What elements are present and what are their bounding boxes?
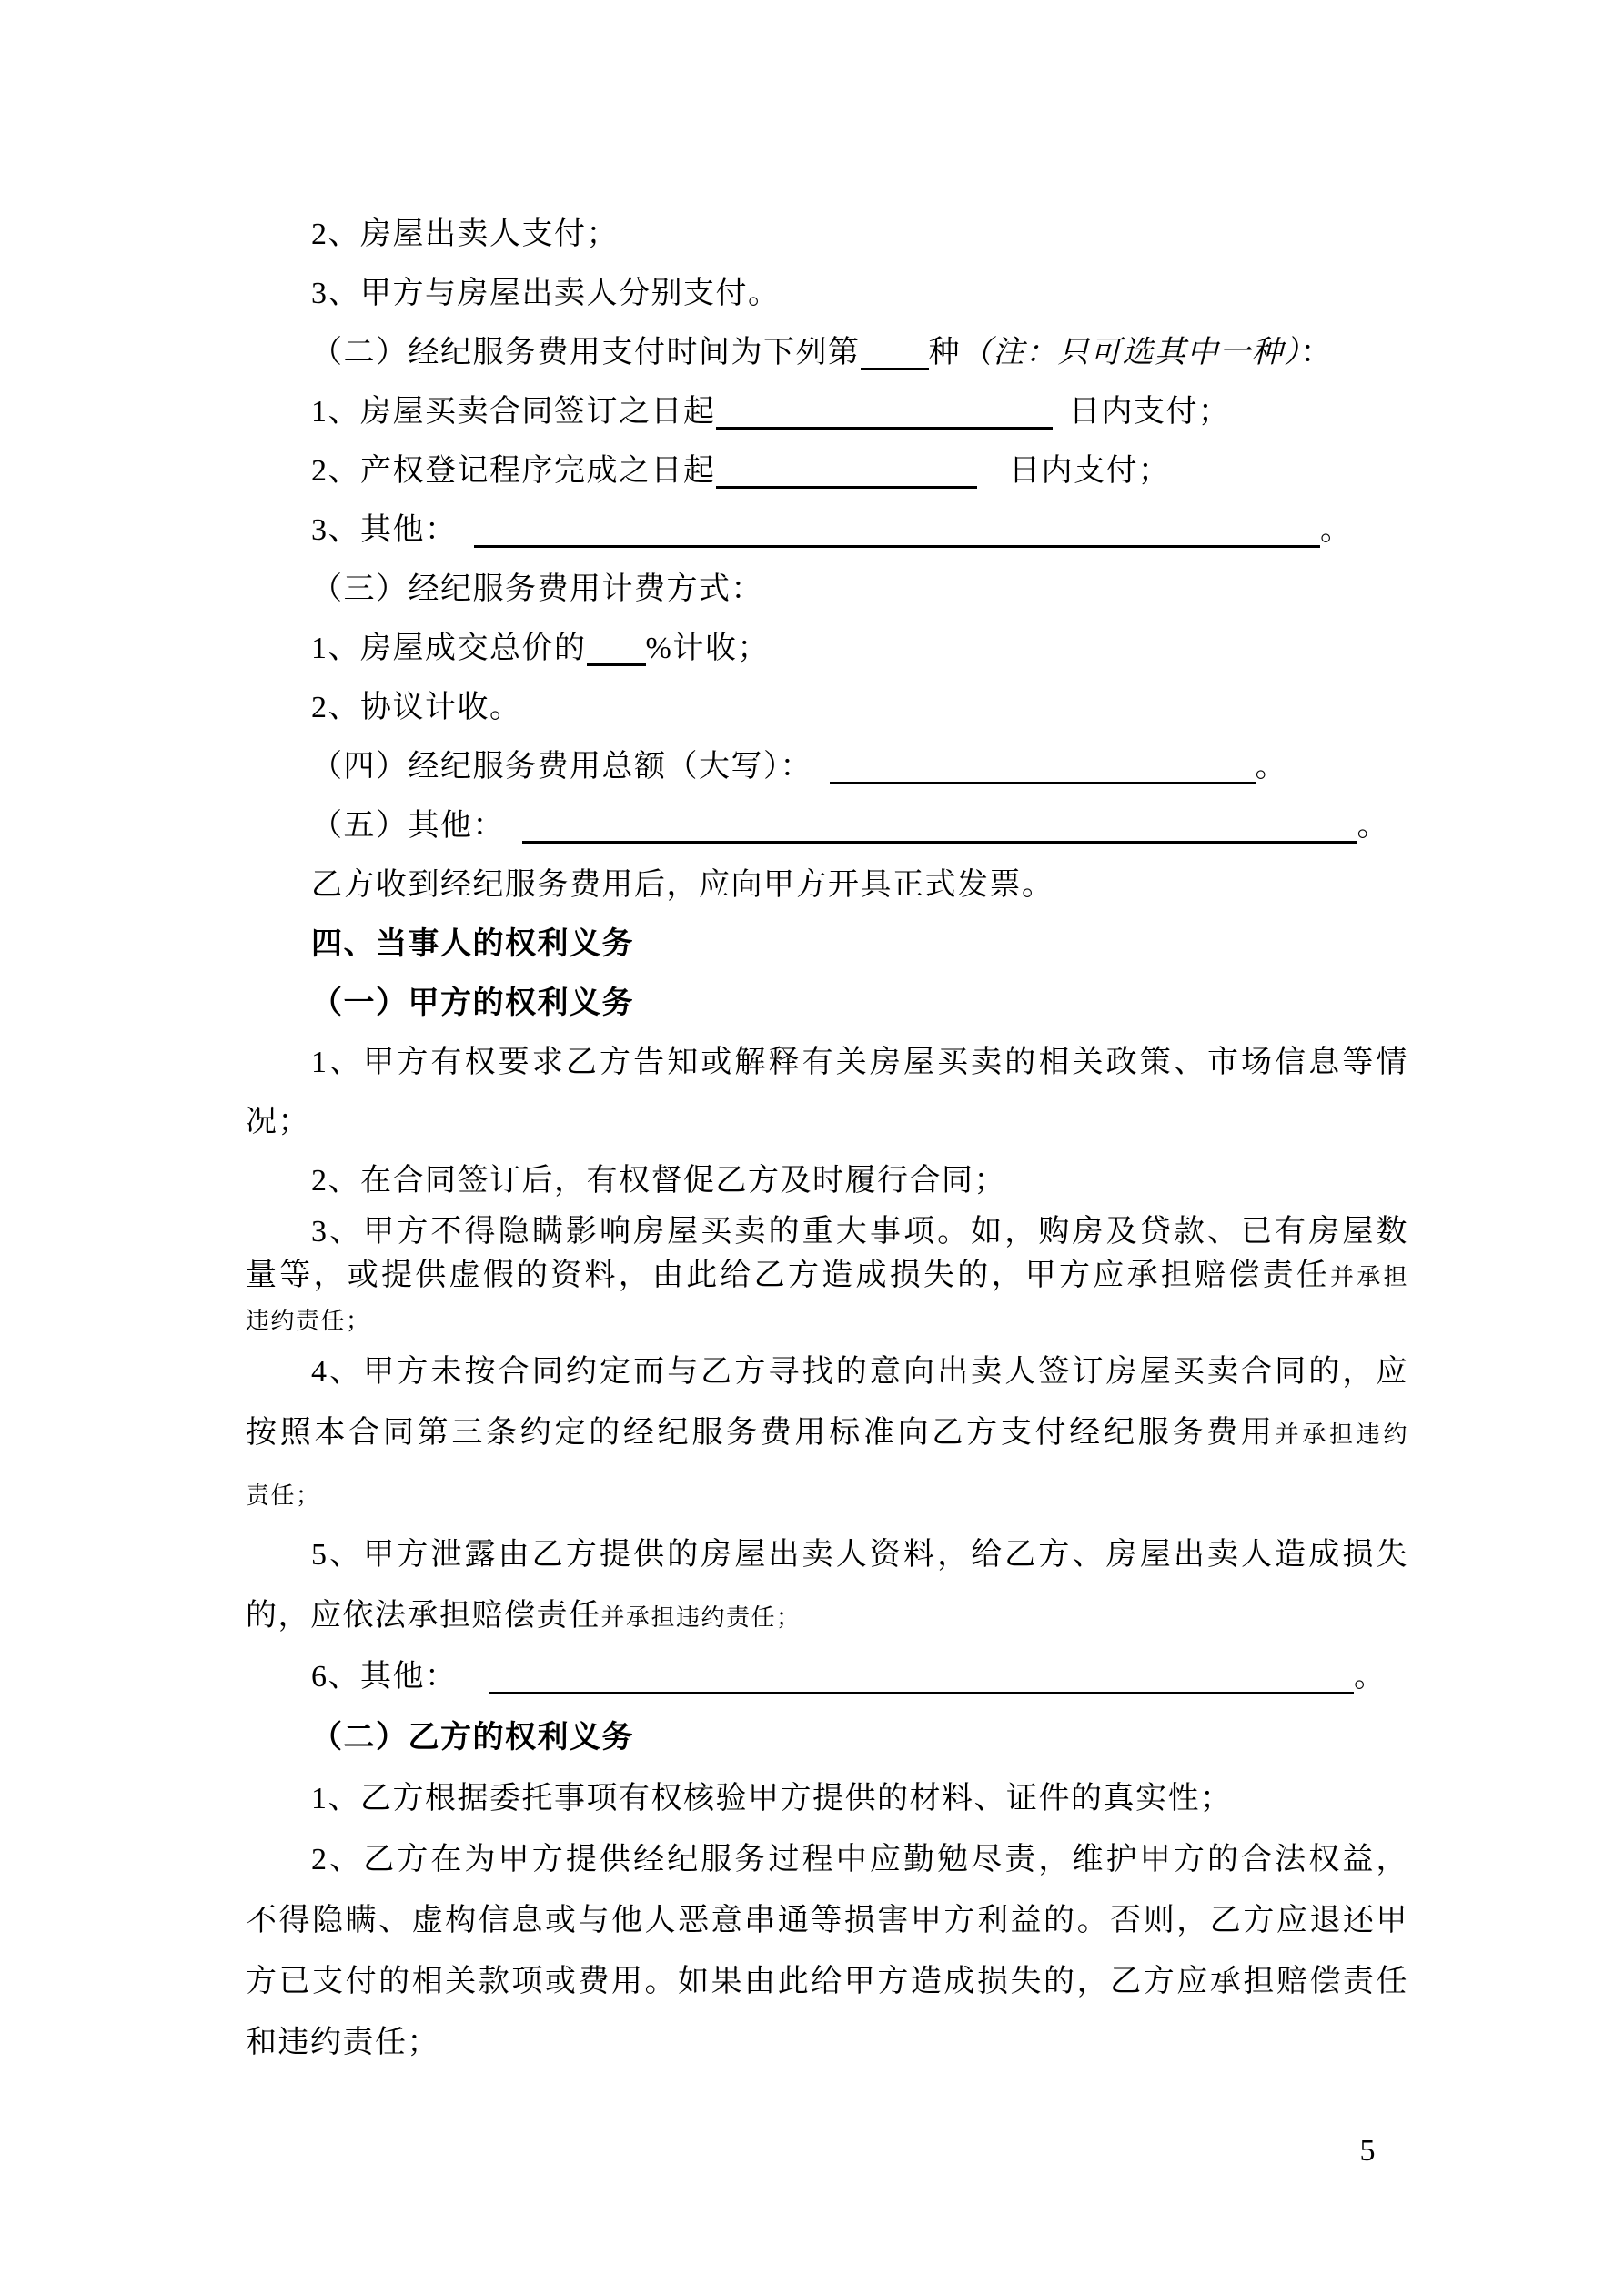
list-item (246, 1646, 1408, 1707)
text-run: 日内支付； (1052, 395, 1231, 429)
clause-heading (246, 796, 1408, 855)
text-run: 2、在合同签订后，有权督促乙方及时履行合同； (311, 1164, 1006, 1198)
text-run: 6、其他： (311, 1660, 489, 1694)
paragraph-continuation (246, 1298, 1408, 1341)
text-run: 5、甲方泄露由乙方提供的房屋出卖人资料，给乙方、房屋出卖人造成损失 (311, 1538, 1408, 1572)
paragraph-continuation (246, 2012, 1408, 2073)
text-run: （一）甲方的权利义务 (311, 986, 634, 1020)
paragraph (246, 1768, 1408, 1829)
text-run: 不得隐瞒、虚构信息或与他人恶意串通等损害甲方利益的。否则，乙方应退还甲 (246, 1904, 1408, 1937)
text-run: 的，应依法承担赔偿责任 (246, 1599, 601, 1633)
text-run: 按照本合同第三条约定的经纪服务费用标准向乙方支付经纪服务费用 (246, 1416, 1276, 1450)
paragraph-continuation (246, 1951, 1408, 2012)
text-run: 。 (1357, 809, 1389, 843)
text-run: 2、协议计收。 (311, 691, 522, 724)
text-run: 违约责任； (246, 1308, 371, 1334)
fill-in-blank (489, 1654, 1354, 1694)
paragraph (246, 1829, 1408, 1890)
text-run: 。 (1320, 513, 1353, 547)
text-run: 并承担违约责任； (600, 1604, 802, 1631)
clause-heading (246, 323, 1408, 382)
page-number: 5 (1359, 2134, 1376, 2168)
fill-in-blank (716, 448, 977, 489)
paragraph (246, 1151, 1408, 1210)
paragraph-continuation (246, 1402, 1408, 1463)
text-run: 1、甲方有权要求乙方告知或解释有关房屋买卖的相关政策、市场信息等情 (311, 1046, 1408, 1079)
subsection-heading (246, 974, 1408, 1033)
clause-heading (246, 737, 1408, 796)
text-run: 2、产权登记程序完成之日起 (311, 454, 716, 488)
list-item (246, 382, 1408, 441)
text-run: %计收； (645, 632, 770, 665)
clause-heading (246, 560, 1408, 619)
fill-in-blank (830, 743, 1256, 784)
list-item (246, 678, 1408, 737)
section-heading (246, 915, 1408, 974)
text-run: （四）经纪服务费用总额（大写）： (311, 750, 830, 784)
text-run: 1、房屋成交总价的 (311, 632, 587, 665)
text-run: 种 (928, 336, 961, 369)
text-run: （二）经纪服务费用支付时间为下列第 (311, 336, 861, 369)
fill-in-blank (474, 507, 1320, 548)
paragraph (246, 855, 1408, 915)
paragraph (246, 1033, 1408, 1092)
text-run: 1、乙方根据委托事项有权核验甲方提供的材料、证件的真实性； (311, 1782, 1233, 1816)
text-run: 况； (246, 1105, 310, 1138)
text-run: 3、其他： (311, 513, 474, 547)
text-run: 3、甲方与房屋出卖人分别支付。 (311, 277, 781, 310)
text-run: ： (1300, 336, 1333, 369)
paragraph (246, 1210, 1408, 1254)
list-item (246, 441, 1408, 501)
paragraph (246, 1524, 1408, 1585)
paragraph-continuation (246, 1254, 1408, 1298)
paragraph-continuation (246, 1092, 1408, 1151)
fill-in-blank (861, 329, 929, 370)
text-run: （注：只可选其中一种） (961, 336, 1301, 369)
text-run: （二）乙方的权利义务 (311, 1721, 634, 1755)
text-run: 和违约责任； (246, 2026, 439, 2059)
text-run: 2、乙方在为甲方提供经纪服务过程中应勤勉尽责，维护甲方的合法权益， (311, 1843, 1408, 1876)
fill-in-blank (716, 389, 1053, 430)
list-item (246, 264, 1408, 323)
text-run: 3、甲方不得隐瞒影响房屋买卖的重大事项。如，购房及贷款、已有房屋数 (311, 1215, 1408, 1249)
text-run: 。 (1255, 750, 1287, 784)
text-run: 四、当事人的权利义务 (311, 927, 634, 961)
text-run: 责任； (246, 1482, 321, 1509)
text-run: 。 (1354, 1660, 1387, 1694)
text-run: 并承担违约 (1275, 1421, 1408, 1448)
paragraph-continuation (246, 1890, 1408, 1951)
paragraph (246, 1341, 1408, 1402)
text-run: 方已支付的相关款项或费用。如果由此给甲方造成损失的，乙方应承担赔偿责任 (246, 1965, 1408, 1998)
text-run: 并承担 (1329, 1264, 1408, 1290)
list-item (246, 501, 1408, 560)
fill-in-blank (522, 803, 1357, 844)
text-run: 2、房屋出卖人支付； (311, 217, 619, 251)
text-run: 日内支付； (976, 454, 1171, 488)
text-run: 4、甲方未按合同约定而与乙方寻找的意向出卖人签订房屋买卖合同的，应 (311, 1355, 1408, 1389)
text-run: 量等，或提供虚假的资料，由此给乙方造成损失的，甲方应承担赔偿责任 (246, 1259, 1330, 1292)
subsection-heading (246, 1707, 1408, 1768)
text-run: 乙方收到经纪服务费用后，应向甲方开具正式发票。 (311, 868, 1054, 902)
text-run: （五）其他： (311, 809, 522, 843)
list-item (246, 205, 1408, 264)
text-run: 1、房屋买卖合同签订之日起 (311, 395, 716, 429)
text-run: （三）经纪服务费用计费方式： (311, 572, 763, 606)
paragraph-continuation (246, 1585, 1408, 1646)
document-body (246, 205, 1408, 2073)
paragraph-continuation (246, 1463, 1408, 1524)
list-item (246, 619, 1408, 678)
fill-in-blank (587, 625, 646, 666)
